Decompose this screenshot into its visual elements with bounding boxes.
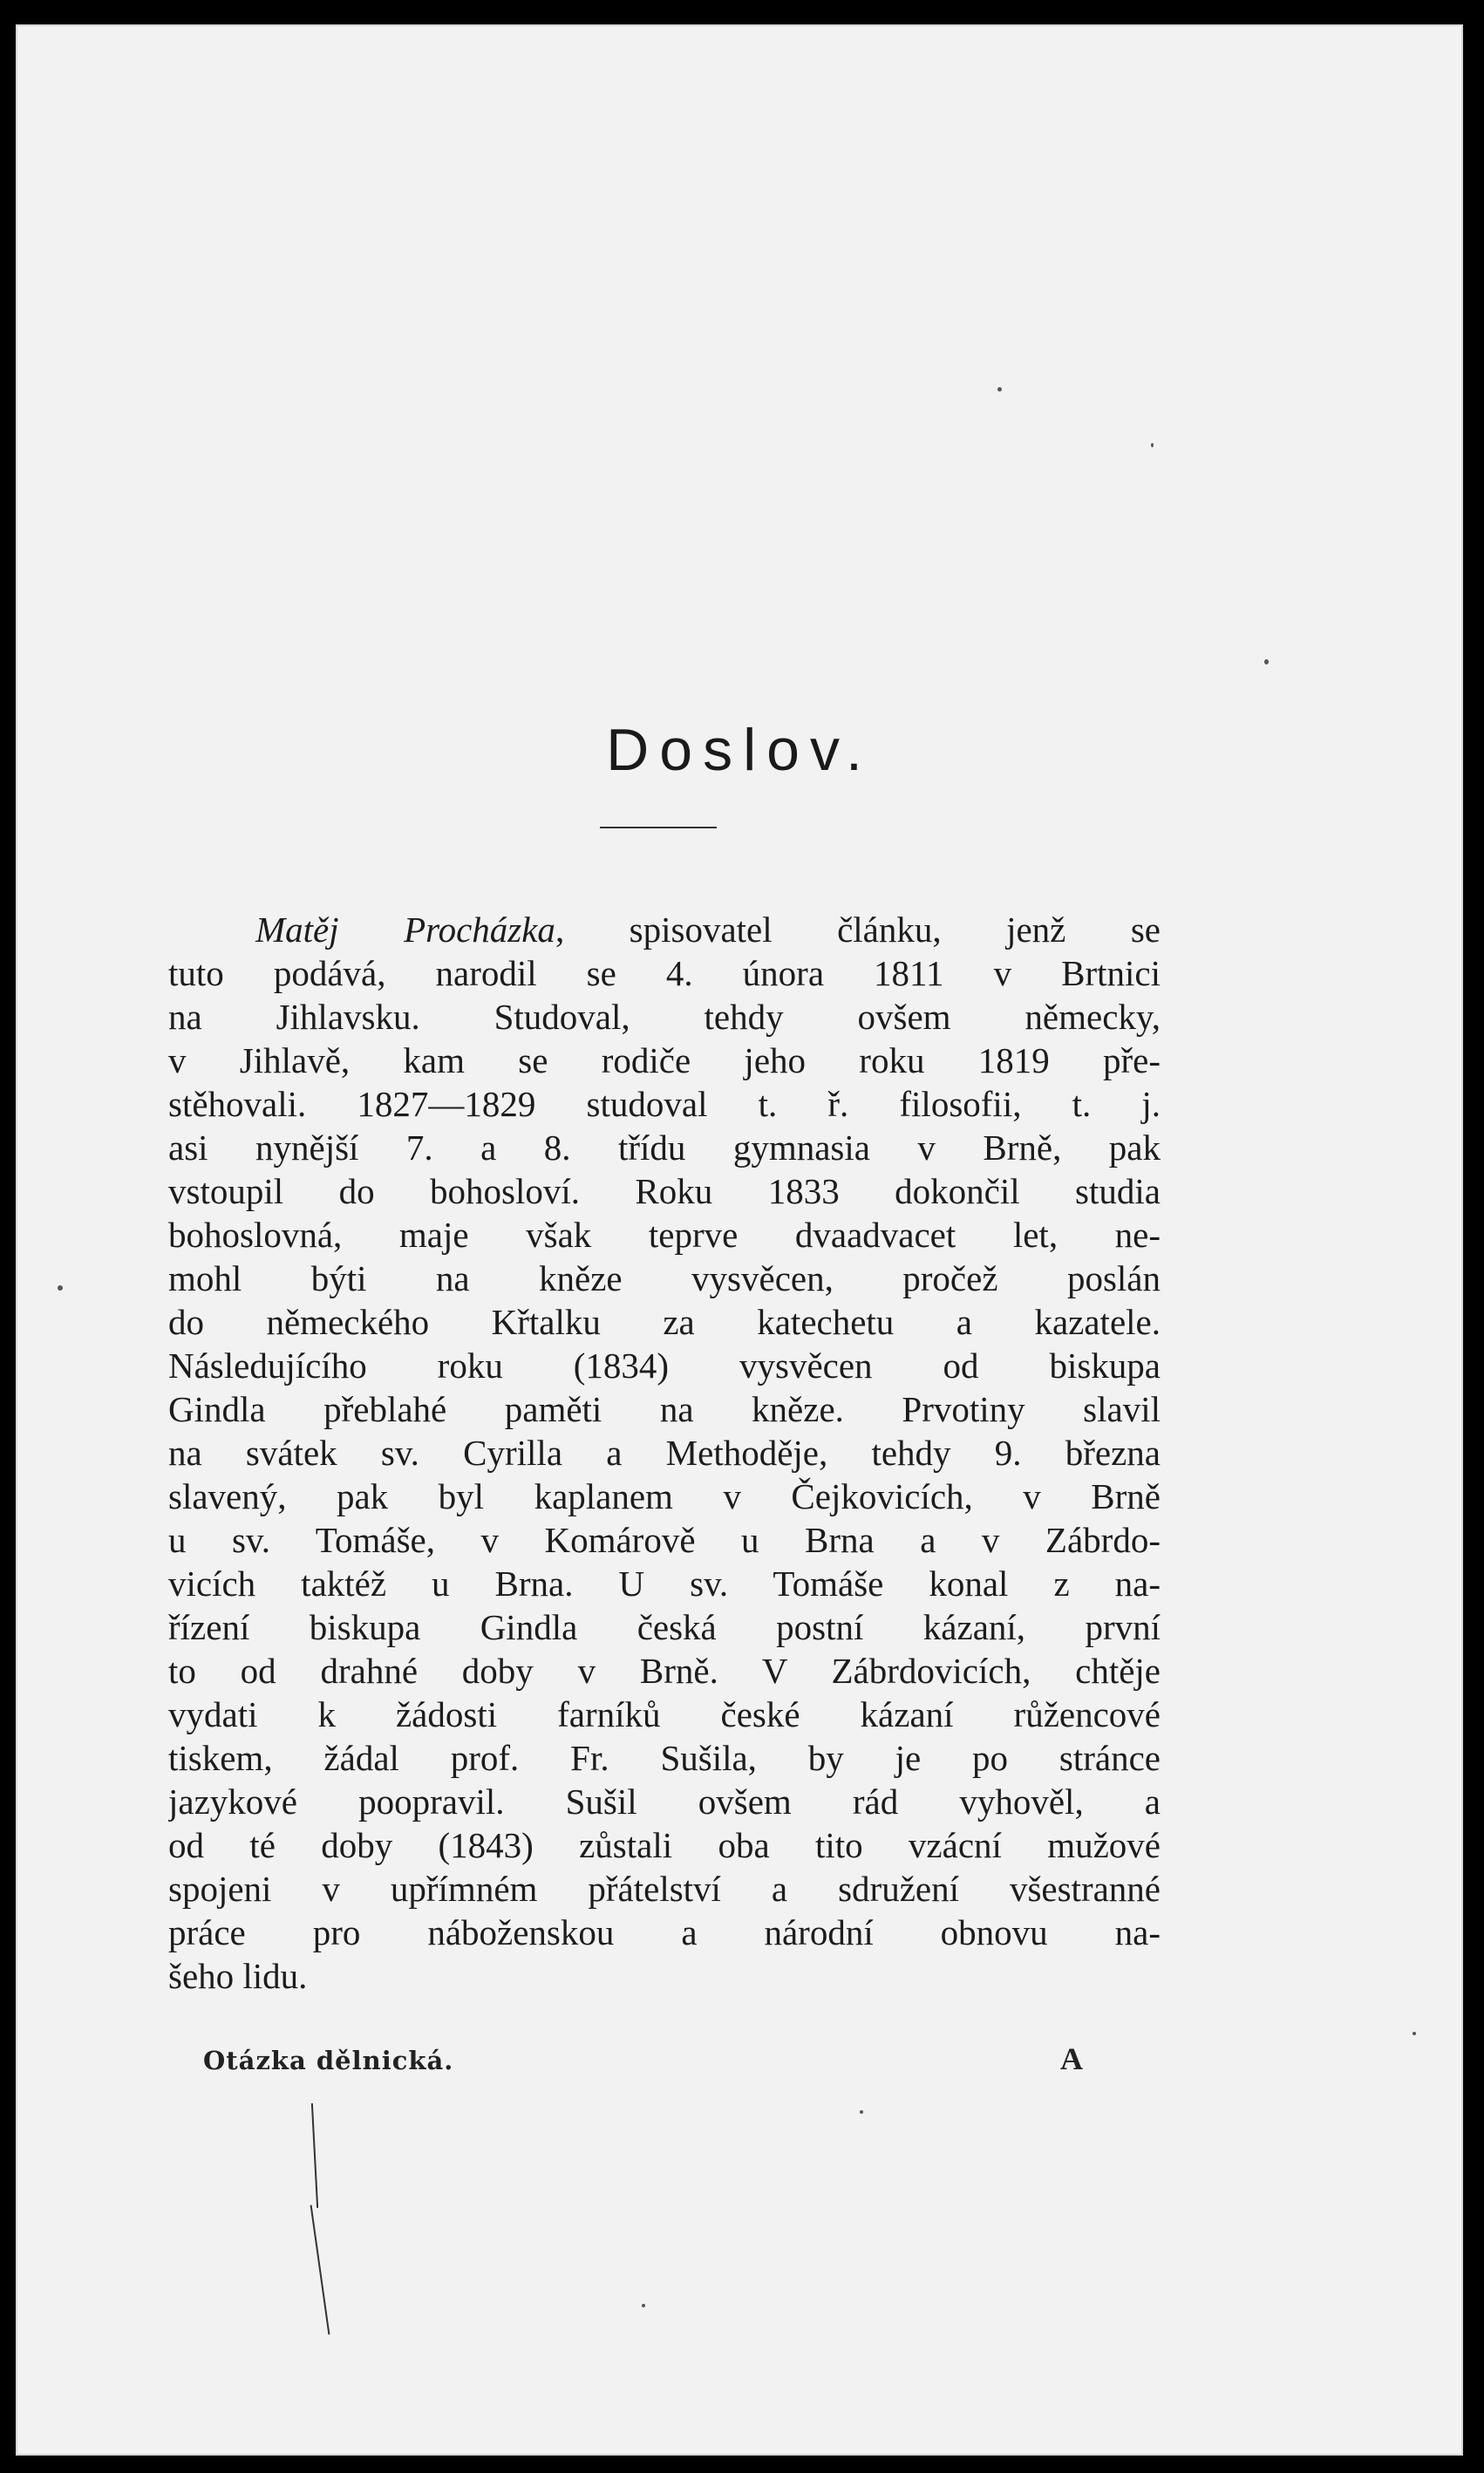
text-line: šeho lidu. bbox=[168, 1956, 308, 1996]
page-title: Doslov. bbox=[606, 717, 873, 783]
text-line: mohl býti na kněze vysvěcen, pročež poslán bbox=[168, 1258, 1161, 1298]
text-line: to od drahné doby v Brně. V Zábrdovicích, chtěje bbox=[168, 1651, 1161, 1691]
body-paragraph bbox=[168, 908, 1161, 1998]
scan-speck bbox=[58, 1285, 63, 1291]
scan-speck bbox=[642, 2304, 645, 2307]
title-divider bbox=[600, 827, 717, 828]
text-line: Matěj Procházka, spisovatel článku, jenž se bbox=[255, 909, 1161, 950]
text-line: na svátek sv. Cyrilla a Methoděje, tehdy 9. března bbox=[168, 1433, 1161, 1473]
text-line: tuto podává, narodil se 4. února 1811 v Brtnici bbox=[168, 953, 1161, 993]
text-line: asi nynější 7. a 8. třídu gymnasia v Brně, pak bbox=[168, 1127, 1161, 1168]
text-line: do německého Křtalku za katechetu a kazatele. bbox=[168, 1302, 1161, 1342]
text-line: vstoupil do bohosloví. Roku 1833 dokončil studia bbox=[168, 1171, 1161, 1211]
text-line: řízení biskupa Gindla česká postní kázaní, první bbox=[168, 1607, 1161, 1647]
text-line: spojeni v upřímném přátelství a sdružení všestranné bbox=[168, 1869, 1161, 1909]
scan-mark bbox=[310, 2205, 330, 2335]
text-line: tiskem, žádal prof. Fr. Sušila, by je po stránce bbox=[168, 1738, 1161, 1778]
text-line: na Jihlavsku. Studoval, tehdy ovšem německy, bbox=[168, 997, 1161, 1037]
text-line: vydati k žádosti farníků české kázaní růžencové bbox=[168, 1694, 1161, 1734]
signature-mark: Otázka dělnická. bbox=[203, 2046, 454, 2075]
scan-mark bbox=[311, 2103, 318, 2208]
text-line: jazykové poopravil. Sušil ovšem rád vyhověl, a bbox=[168, 1782, 1161, 1822]
text-line: stěhovali. 1827—1829 studoval t. ř. filosofii, t. j. bbox=[168, 1084, 1161, 1124]
signature-letter: A bbox=[1060, 2041, 1083, 2076]
text-line: Následujícího roku (1834) vysvěcen od biskupa bbox=[168, 1346, 1161, 1386]
scan-speck bbox=[1413, 2032, 1416, 2035]
text-line: Gindla přeblahé paměti na kněze. Prvotiny slavil bbox=[168, 1389, 1161, 1429]
text-line: slavený, pak byl kaplanem v Čejkovicích, v Brně bbox=[168, 1476, 1161, 1516]
text-line: bohoslovná, maje však teprve dvaadvacet let, ne- bbox=[168, 1215, 1161, 1255]
text-line: vicích taktéž u Brna. U sv. Tomáše konal z na- bbox=[168, 1564, 1161, 1604]
text-line: od té doby (1843) zůstali oba tito vzácní mužové bbox=[168, 1825, 1161, 1865]
scan-speck bbox=[1264, 659, 1269, 664]
book-page bbox=[16, 24, 1463, 2456]
scan-speck bbox=[997, 387, 1002, 392]
scan-speck bbox=[860, 2110, 863, 2114]
text-line: u sv. Tomáše, v Komárově u Brna a v Zábrdo- bbox=[168, 1520, 1161, 1560]
text-line: práce pro náboženskou a národní obnovu na- bbox=[168, 1912, 1161, 1952]
scan-speck bbox=[1151, 443, 1154, 447]
text-line: v Jihlavě, kam se rodiče jeho roku 1819 pře- bbox=[168, 1040, 1161, 1080]
author-name: Matěj Procházka bbox=[255, 909, 555, 950]
